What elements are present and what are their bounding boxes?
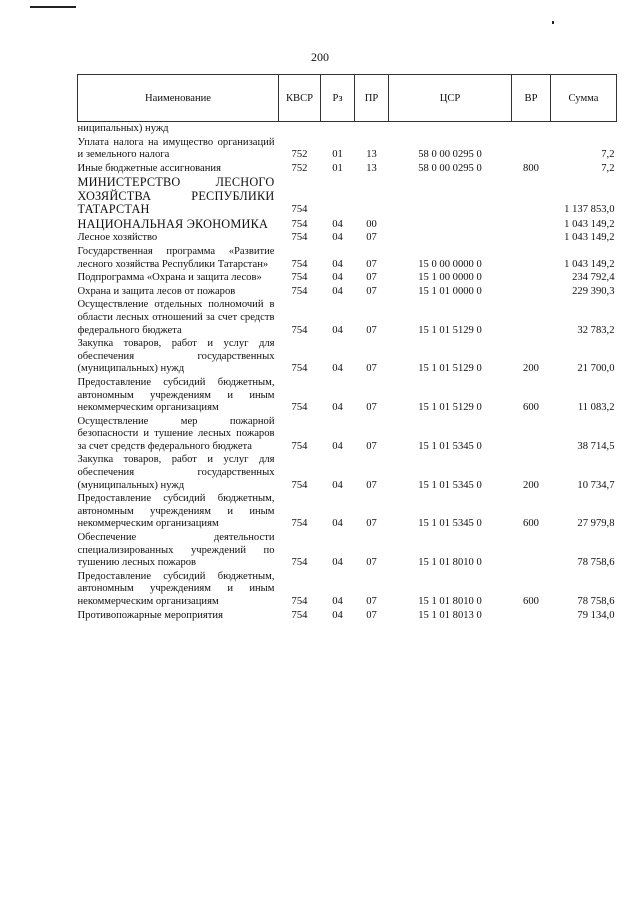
table-row bbox=[78, 245, 617, 271]
scan-mark-top-right bbox=[552, 21, 554, 24]
cell-pr: 07 bbox=[366, 258, 377, 270]
cell-name bbox=[78, 453, 279, 492]
cell-name bbox=[78, 531, 279, 570]
cell-rz: 04 bbox=[332, 609, 343, 621]
row-name-text: Противопожарные мероприятия bbox=[77, 609, 223, 621]
col-header-vr: ВР bbox=[512, 75, 551, 122]
cell-csr: 15 1 01 8010 0 bbox=[418, 557, 482, 569]
cell-vr bbox=[512, 231, 551, 245]
cell-csr: 15 1 01 5345 0 bbox=[418, 518, 482, 530]
cell-name bbox=[78, 376, 279, 415]
table-row bbox=[78, 531, 617, 570]
table-row bbox=[78, 609, 617, 623]
cell-sum: 21 700,0 bbox=[577, 363, 615, 375]
cell-name bbox=[78, 162, 279, 176]
cell-vr: 600 bbox=[523, 596, 539, 607]
cell-pr: 07 bbox=[366, 324, 377, 336]
cell-name bbox=[78, 570, 279, 609]
cell-kvsr bbox=[279, 122, 321, 136]
cell-rz bbox=[321, 122, 355, 136]
cell-kvsr: 754 bbox=[291, 440, 308, 452]
cell-pr: 07 bbox=[366, 285, 377, 297]
row-name-text: Охрана и защита лесов от пожаров bbox=[77, 285, 236, 297]
cell-kvsr: 754 bbox=[291, 232, 308, 244]
row-name-text: Лесное хозяйство bbox=[77, 232, 158, 244]
scan-mark-top-left bbox=[30, 6, 76, 8]
cell-kvsr: 754 bbox=[291, 596, 308, 607]
cell-sum: 79 134,0 bbox=[577, 609, 615, 621]
cell-rz: 04 bbox=[332, 479, 343, 491]
cell-kvsr: 754 bbox=[291, 479, 308, 491]
cell-pr: 07 bbox=[366, 557, 377, 569]
cell-vr bbox=[512, 136, 551, 162]
row-name-text: НАЦИОНАЛЬНАЯ ЭКОНОМИКА bbox=[77, 216, 269, 231]
cell-rz: 04 bbox=[332, 440, 343, 452]
cell-sum: 1 043 149,2 bbox=[564, 218, 615, 230]
row-name-text: Обеспечение деятельности специализированных учреждений по тушению лесных пожаров bbox=[77, 532, 275, 569]
cell-sum: 10 734,7 bbox=[577, 479, 615, 491]
row-name-text: Закупка товаров, работ и услуг для обеспечения государственных (муниципальных) нужд bbox=[77, 338, 275, 375]
page-number: 200 bbox=[311, 50, 329, 64]
row-name-text: Закупка товаров, работ и услуг для обеспечения государственных (муниципальных) нужд bbox=[77, 454, 275, 491]
cell-kvsr: 752 bbox=[291, 149, 308, 161]
cell-csr: 15 1 00 0000 0 bbox=[418, 272, 482, 284]
cell-vr: 600 bbox=[523, 518, 539, 530]
row-name-text: Подпрограмма «Охрана и защита лесов» bbox=[77, 272, 262, 284]
table-header-row bbox=[78, 75, 617, 122]
row-name-text: Осуществление отдельных полномочий в области лесных отношений за счет средств федерального бюджета bbox=[77, 299, 275, 336]
cell-vr: 600 bbox=[523, 402, 539, 414]
table-row bbox=[78, 415, 617, 454]
table-row bbox=[78, 122, 617, 136]
cell-vr: 800 bbox=[523, 162, 539, 174]
cell-name bbox=[78, 122, 279, 136]
cell-pr bbox=[355, 122, 389, 136]
cell-vr bbox=[512, 217, 551, 232]
row-name-text: ниципальных) нужд bbox=[77, 123, 169, 134]
table-row bbox=[78, 570, 617, 609]
table-row bbox=[78, 271, 617, 285]
row-name-text: Иные бюджетные ассигнования bbox=[77, 162, 221, 174]
cell-sum: 32 783,2 bbox=[577, 324, 615, 336]
cell-vr bbox=[512, 245, 551, 271]
cell-vr bbox=[512, 609, 551, 623]
cell-sum: 1 043 149,2 bbox=[564, 232, 615, 244]
col-header-kvsr: КВСР bbox=[279, 75, 321, 122]
cell-rz: 01 bbox=[332, 149, 343, 161]
col-header-name: Наименование bbox=[78, 75, 279, 122]
table-row bbox=[78, 453, 617, 492]
cell-sum: 7,2 bbox=[601, 149, 615, 161]
table-row bbox=[78, 175, 617, 217]
cell-rz: 04 bbox=[332, 272, 343, 284]
cell-name bbox=[78, 217, 279, 232]
cell-vr bbox=[512, 298, 551, 337]
col-header-pr: ПР bbox=[355, 75, 389, 122]
cell-csr: 15 1 01 5129 0 bbox=[418, 363, 482, 375]
cell-rz: 04 bbox=[332, 557, 343, 569]
table-row bbox=[78, 492, 617, 531]
cell-sum: 78 758,6 bbox=[577, 557, 615, 569]
cell-name bbox=[78, 175, 279, 217]
cell-kvsr: 754 bbox=[291, 324, 308, 336]
col-header-csr: ЦСР bbox=[389, 75, 512, 122]
cell-kvsr: 754 bbox=[291, 258, 308, 270]
cell-kvsr: 752 bbox=[291, 162, 308, 174]
cell-sum: 27 979,8 bbox=[577, 518, 615, 530]
cell-sum: 1 137 853,0 bbox=[564, 204, 615, 216]
cell-rz bbox=[321, 175, 355, 217]
cell-sum: 11 083,2 bbox=[577, 402, 615, 414]
cell-csr: 15 0 00 0000 0 bbox=[418, 258, 482, 270]
table-body bbox=[78, 122, 617, 623]
cell-name bbox=[78, 298, 279, 337]
cell-vr bbox=[512, 122, 551, 136]
cell-csr bbox=[389, 175, 512, 217]
cell-pr: 07 bbox=[366, 232, 377, 244]
table-row bbox=[78, 231, 617, 245]
budget-table bbox=[77, 74, 617, 622]
cell-pr: 07 bbox=[366, 363, 377, 375]
table-row bbox=[78, 298, 617, 337]
cell-rz: 04 bbox=[332, 285, 343, 297]
cell-pr: 07 bbox=[366, 596, 377, 607]
cell-name bbox=[78, 231, 279, 245]
cell-kvsr: 754 bbox=[291, 272, 308, 284]
cell-csr: 15 1 01 5345 0 bbox=[418, 440, 482, 452]
cell-rz: 04 bbox=[332, 324, 343, 336]
cell-vr bbox=[512, 175, 551, 217]
cell-rz: 01 bbox=[332, 162, 343, 174]
table-row bbox=[78, 337, 617, 376]
cell-sum: 234 792,4 bbox=[572, 272, 615, 284]
cell-csr bbox=[389, 122, 512, 136]
cell-name bbox=[78, 245, 279, 271]
row-name-text: Осуществление мер пожарной безопасности и тушение лесных пожаров за счет средств федерального бюджета bbox=[77, 415, 275, 452]
cell-sum bbox=[551, 122, 617, 136]
cell-csr: 58 0 00 0295 0 bbox=[418, 162, 482, 174]
row-name-text: МИНИСТЕРСТВО ЛЕСНОГО ХОЗЯЙСТВА РЕСПУБЛИКИ ТАТАРСТАН bbox=[77, 175, 275, 217]
row-name-text: Государственная программа «Развитие лесного хозяйства Республики Татарстан» bbox=[77, 245, 275, 270]
cell-rz: 04 bbox=[332, 402, 343, 414]
cell-pr: 07 bbox=[366, 440, 377, 452]
cell-csr: 58 0 00 0295 0 bbox=[418, 149, 482, 161]
cell-pr: 07 bbox=[366, 518, 377, 530]
cell-vr: 200 bbox=[523, 363, 539, 375]
cell-pr: 07 bbox=[366, 479, 377, 491]
cell-rz: 04 bbox=[332, 596, 343, 607]
cell-pr: 07 bbox=[366, 609, 377, 621]
table-row bbox=[78, 217, 617, 232]
cell-csr: 15 1 01 0000 0 bbox=[418, 285, 482, 297]
cell-csr: 15 1 01 8013 0 bbox=[418, 609, 482, 621]
cell-pr: 13 bbox=[366, 149, 377, 161]
cell-pr: 07 bbox=[366, 272, 377, 284]
cell-kvsr: 754 bbox=[291, 557, 308, 569]
cell-pr bbox=[355, 175, 389, 217]
row-name-text: Уплата налога на имущество организаций и земельного налога bbox=[77, 136, 275, 161]
cell-vr bbox=[512, 531, 551, 570]
cell-sum: 7,2 bbox=[601, 162, 615, 174]
cell-name bbox=[78, 609, 279, 623]
cell-kvsr: 754 bbox=[291, 204, 308, 216]
cell-name bbox=[78, 271, 279, 285]
cell-name bbox=[78, 492, 279, 531]
cell-kvsr: 754 bbox=[291, 218, 308, 230]
cell-name bbox=[78, 415, 279, 454]
col-header-rz: Рз bbox=[321, 75, 355, 122]
cell-vr bbox=[512, 271, 551, 285]
row-name-text: Предоставление субсидий бюджетным, автономным учреждениям и иным некоммерческим организациям bbox=[77, 570, 275, 607]
cell-name bbox=[78, 285, 279, 299]
row-name-text: Предоставление субсидий бюджетным, автономным учреждениям и иным некоммерческим организациям bbox=[77, 493, 275, 530]
cell-rz: 04 bbox=[332, 518, 343, 530]
table-row bbox=[78, 162, 617, 176]
cell-kvsr: 754 bbox=[291, 402, 308, 414]
cell-rz: 04 bbox=[332, 218, 343, 230]
cell-rz: 04 bbox=[332, 232, 343, 244]
cell-vr bbox=[512, 415, 551, 454]
table-row bbox=[78, 136, 617, 162]
cell-csr: 15 1 01 5129 0 bbox=[418, 324, 482, 336]
cell-pr: 07 bbox=[366, 402, 377, 414]
cell-name bbox=[78, 136, 279, 162]
cell-pr: 13 bbox=[366, 162, 377, 174]
cell-sum: 1 043 149,2 bbox=[564, 258, 615, 270]
cell-sum: 38 714,5 bbox=[577, 440, 615, 452]
cell-kvsr: 754 bbox=[291, 285, 308, 297]
cell-kvsr: 754 bbox=[291, 609, 308, 621]
cell-kvsr: 754 bbox=[291, 518, 308, 530]
cell-kvsr: 754 bbox=[291, 363, 308, 375]
cell-sum: 78 758,6 bbox=[577, 596, 615, 607]
cell-csr bbox=[389, 231, 512, 245]
cell-sum: 229 390,3 bbox=[572, 285, 615, 297]
cell-csr: 15 1 01 5345 0 bbox=[418, 479, 482, 491]
cell-csr: 15 1 01 5129 0 bbox=[418, 402, 482, 414]
cell-csr: 15 1 01 8010 0 bbox=[418, 596, 482, 607]
table-row bbox=[78, 376, 617, 415]
table-row bbox=[78, 285, 617, 299]
cell-name bbox=[78, 337, 279, 376]
cell-pr: 00 bbox=[366, 218, 377, 230]
cell-rz: 04 bbox=[332, 363, 343, 375]
cell-csr bbox=[389, 217, 512, 232]
col-header-sum: Сумма bbox=[551, 75, 617, 122]
row-name-text: Предоставление субсидий бюджетным, автономным учреждениям и иным некоммерческим организациям bbox=[77, 376, 275, 414]
cell-vr bbox=[512, 285, 551, 299]
cell-rz: 04 bbox=[332, 258, 343, 270]
cell-vr: 200 bbox=[523, 479, 539, 491]
